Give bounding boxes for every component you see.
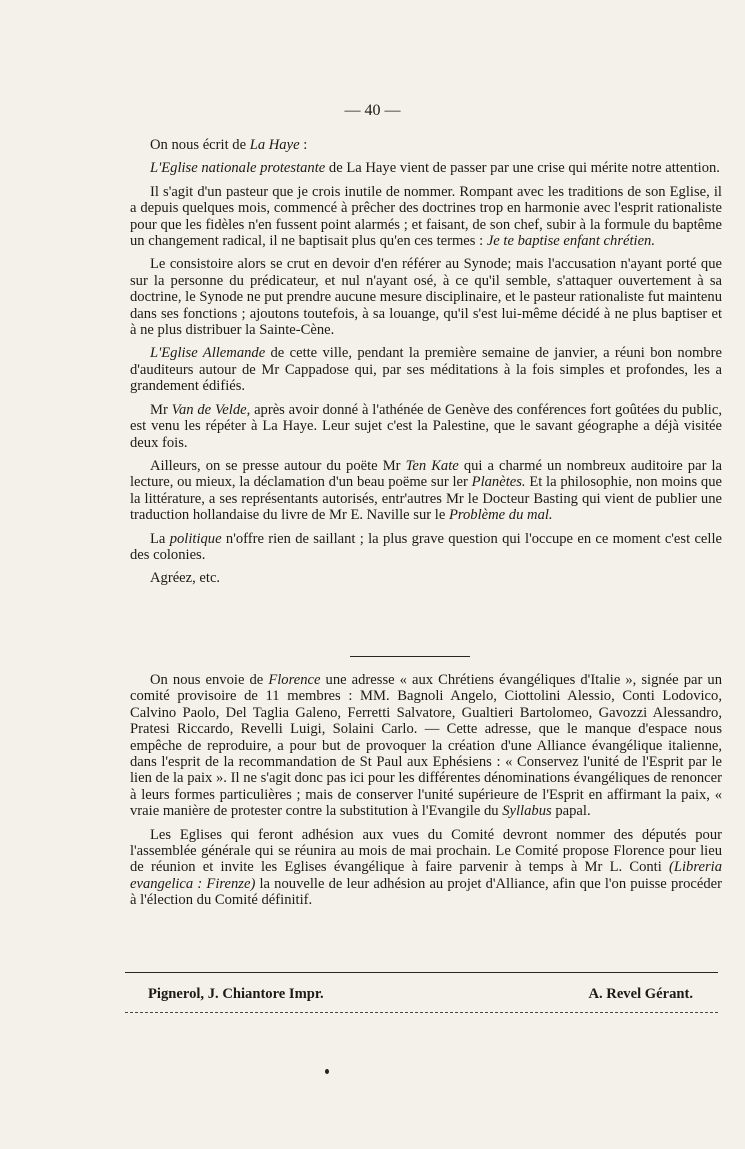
- section-divider: [350, 656, 470, 657]
- footer-rule-top: [125, 972, 718, 973]
- imprint-footer: [148, 986, 693, 1003]
- manager-signature: A. Revel Gérant.: [588, 986, 693, 1002]
- closing: Agréez, etc.: [150, 570, 221, 587]
- paragraph-5: Mr Van de Velde, après avoir donné à l'athénée de Genève des conférences fort goûtées du public, est venu les répéter à La Haye. Leur sujet c'est la Palestine, que le savant géographe a déjà visitée deux fois.: [130, 401, 722, 451]
- alliance-paragraph-2: Les Eglises qui feront adhésion aux vues du Comité devront nommer des députés pour l'assemblée générale qui se réunira au mois de mai prochain. Le Comité propose Florence pour lieu de réunion et invite les Eglises évangélique à faire parvenir à temps à Mr L. Conti (Libreria evangelica : Firenze) la nouvelle de leur adhésion au projet d'Alliance, afin que l'on puisse procéder à l'élection du Comité définitif.: [130, 826, 722, 909]
- paragraph-7: La politique n'offre rien de saillant ; la plus grave question qui l'occupe en ce moment c'est celle des colonies.: [130, 530, 722, 563]
- paragraph-2: Il s'agit d'un pasteur que je crois inutile de nommer. Rompant avec les traditions de son Eglise, il a depuis quelques mois, commencé à prêcher des doctrines trop en harmonie avec l'esprit rationaliste pour que les fidèles n'en fussent point alarmés ; et faisant, de son chef, subir à la formule du baptême un changement radical, il ne baptisait plus qu'en ces termes : Je te baptise enfant chrétien.: [130, 183, 722, 250]
- footer-rule-bottom: [125, 1012, 718, 1013]
- letter-section: [130, 137, 722, 594]
- paragraph-6: Ailleurs, on se presse autour du poëte Mr Ten Kate qui a charmé un nombreux auditoire par la lecture, ou mieux, la déclamation d'un beau poëme sur ler Planètes. Et la philosophie, non moins que la littérature, a ses représentants autorisés, entr'autres Mr le Docteur Basting qui vient de publier une traduction hollandaise du livre de Mr E. Naville sur le Problème du mal.: [130, 457, 723, 524]
- paragraph-1: L'Eglise nationale protestante de La Haye vient de passer par une crise qui mérite notre attention.: [150, 160, 720, 177]
- alliance-section: [130, 672, 722, 916]
- printer-imprint: Pignerol, J. Chiantore Impr.: [148, 986, 324, 1002]
- ink-speck: [325, 1069, 329, 1074]
- salutation: On nous écrit de La Haye :: [150, 137, 308, 153]
- page-number: — 40 —: [344, 102, 401, 119]
- paragraph-3: Le consistoire alors se crut en devoir d'en référer au Synode; mais l'accusation n'ayant porté que sur la personne du prédicateur, et nul n'ayant osé, à ce qu'il semble, s'attaquer ouvertement à sa doctrine, le Synode ne put prendre aucune mesure disciplinaire, et le pasteur rationaliste fut maintenu dans ses fonctions ; ajoutons toutefois, à sa louange, qu'il s'est lui-même décidé à ne plus baptiser et à ne plus distribuer la Sainte-Cène.: [130, 256, 722, 339]
- paragraph-4: L'Eglise Allemande de cette ville, pendant la première semaine de janvier, a réuni bon nombre d'auditeurs autour de Mr Cappadose qui, par ses méditations à la fois simples et profondes, les a grandement édifiés.: [130, 345, 722, 395]
- alliance-paragraph-1: On nous envoie de Florence une adresse « aux Chrétiens évangéliques d'Italie », signée par un comité provisoire de 11 membres : MM. Bagnoli Angelo, Ciottolini Alessio, Conti Lodovico, Calvino Paolo, Del Taglia Galeno, Ferretti Salvatore, Gualtieri Bartolomeo, Gavozzi Alessandro, Pratesi Riccardo, Revelli Luigi, Solaini Carlo. — Cette adresse, que le manque d'espace nous empêche de reproduire, a pour but de provoquer la création d'une Alliance évangélique italienne, dans l'esprit de la recommandation de St Paul aux Ephésiens : « Conservez l'unité de l'Esprit par le lien de la paix ». Il ne s'agit donc pas ici pour les différentes dénominations évangéliques de renoncer à leurs formes particulières ; mais de conserver l'unité supérieure de l'Esprit en affirmant la paix, « vraie manière de protester contre la substitution à l'Evangile du Syllabus papal.: [130, 672, 722, 820]
